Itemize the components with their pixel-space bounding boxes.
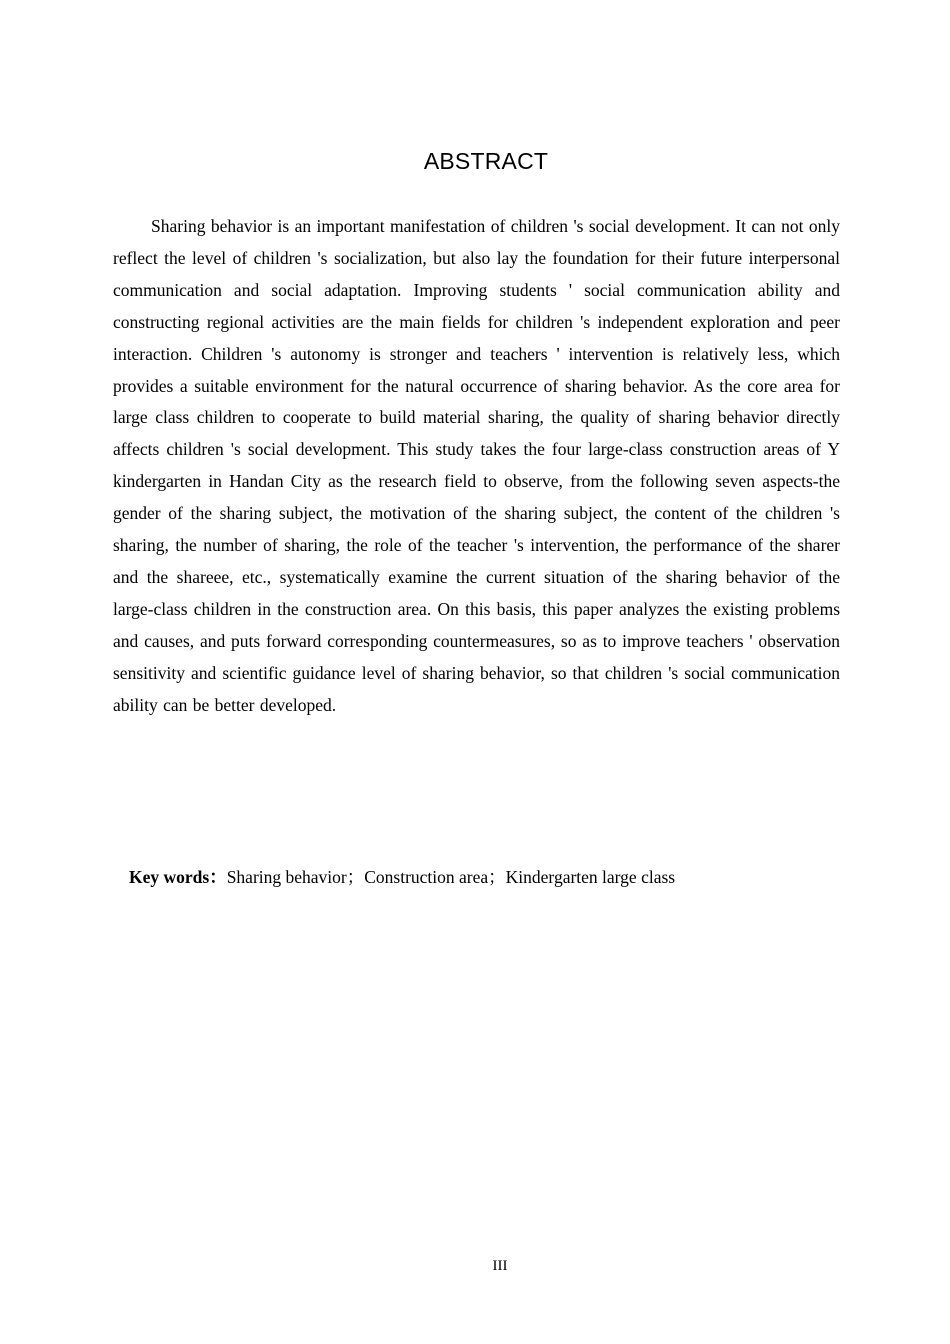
keywords-line <box>129 864 849 890</box>
page-number: III <box>492 1258 508 1274</box>
abstract-body: Sharing behavior is an important manifestation of children 's social development. It can not only reflect the level of children 's socialization, but also lay the foundation for their future interpersonal communication and social adaptation. Improving students ' social communication ability and constructing regional activities are the main fields for children 's independent exploration and peer interaction. Children 's autonomy is stronger and teachers ' intervention is relatively less, which provides a suitable environment for the natural occurrence of sharing behavior. As the core area for large class children to cooperate to build material sharing, the quality of sharing behavior directly affects children 's social development. This study takes the four large-class construction areas of Y kindergarten in Handan City as the research field to observe, from the following seven aspects-the gender of the sharing subject, the motivation of the sharing subject, the content of the children 's sharing, the number of sharing, the role of the teacher 's intervention, the performance of the sharer and the shareee, etc., systematically examine the current situation of the sharing behavior of the large-class children in the construction area. On this basis, this paper analyzes the existing problems and causes, and puts forward corresponding countermeasures, so as to improve teachers ' observation sensitivity and scientific guidance level of sharing behavior, so that children 's social communication ability can be better developed. <box>113 216 840 715</box>
abstract-title: ABSTRACT <box>423 148 549 174</box>
keywords-label: Key words： <box>129 867 227 887</box>
keywords-text: Sharing behavior；Construction area；Kindergarten large class <box>226 867 676 887</box>
